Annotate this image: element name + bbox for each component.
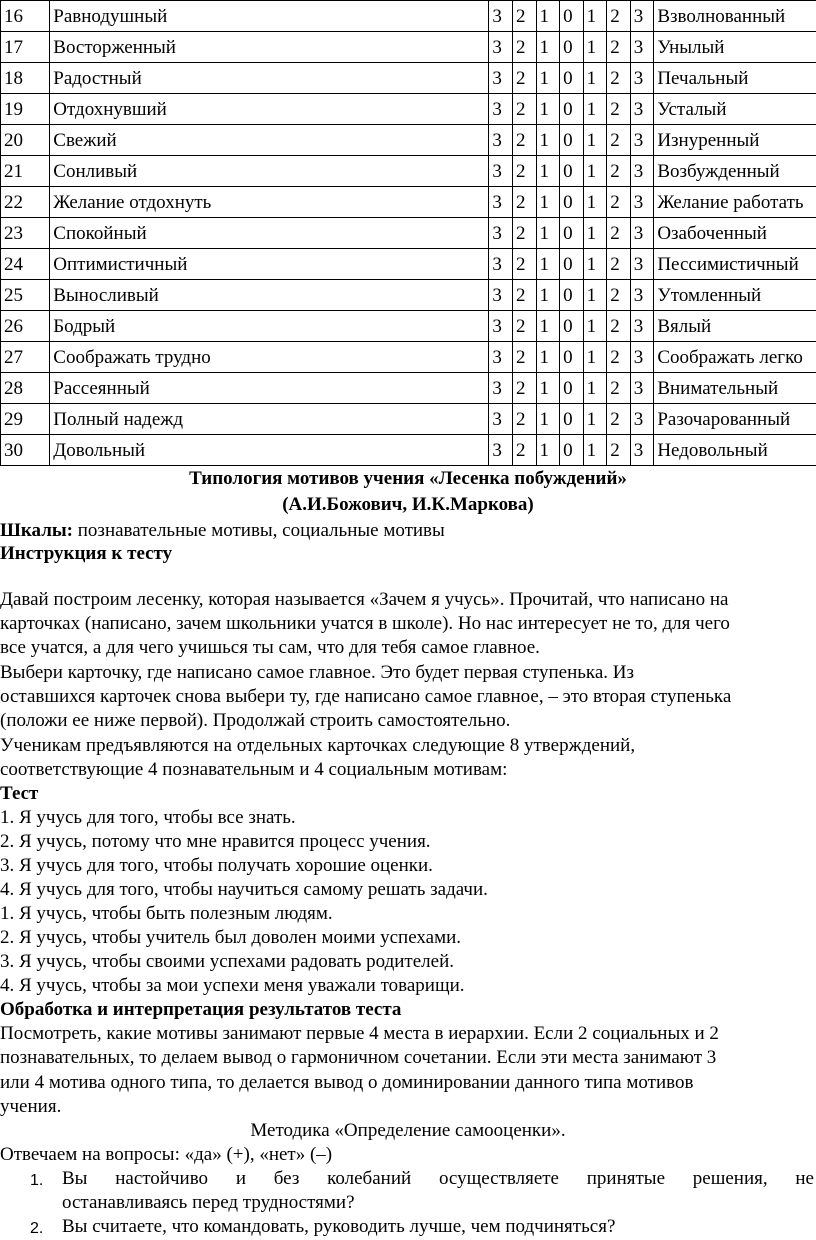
row-number: 27 (1, 342, 50, 373)
scale-score: 3 (630, 373, 654, 404)
scale-row (1, 373, 816, 404)
left-adjective: Соображать трудно (50, 342, 489, 373)
scale-score: 3 (489, 373, 513, 404)
scale-score: 0 (560, 94, 584, 125)
scale-score: 2 (607, 218, 631, 249)
scale-score: 3 (489, 63, 513, 94)
scale-score: 1 (583, 94, 607, 125)
scale-score: 3 (630, 156, 654, 187)
section-authors: (А.И.Божович, И.К.Маркова) (282, 494, 534, 515)
scale-score: 0 (560, 1, 584, 32)
scale-score: 3 (489, 1, 513, 32)
scale-score: 1 (536, 187, 560, 218)
scale-score: 1 (536, 1, 560, 32)
right-adjective: Вялый (654, 311, 816, 342)
scales-label: Шкалы: (0, 520, 74, 541)
test-item: 2. Я учусь, потому что мне нравится процесс учения. (0, 831, 431, 852)
scale-score: 1 (536, 63, 560, 94)
right-adjective: Утомленный (654, 280, 816, 311)
left-adjective: Бодрый (50, 311, 489, 342)
scale-row (1, 280, 816, 311)
question-number: 1. (30, 1172, 44, 1189)
scale-score: 0 (560, 249, 584, 280)
right-adjective: Печальный (654, 63, 816, 94)
right-adjective: Унылый (654, 32, 816, 63)
row-number: 22 (1, 187, 50, 218)
scale-score: 3 (489, 404, 513, 435)
instruction-line: карточках (написано, зачем школьники учатся в школе). Но нас интересует не то, для чего (0, 613, 730, 634)
scales-line (0, 519, 445, 542)
scale-score: 1 (583, 342, 607, 373)
scale-score: 1 (583, 63, 607, 94)
scale-row (1, 125, 816, 156)
answer-instruction: Отвечаем на вопросы: «да» (+), «нет» (–) (0, 1144, 333, 1165)
scale-score: 2 (607, 311, 631, 342)
instruction-line: все учатся, а для чего учишься ты сам, что для тебя самое главное. (0, 637, 540, 658)
scale-score: 1 (583, 156, 607, 187)
left-adjective: Радостный (50, 63, 489, 94)
scale-row (1, 32, 816, 63)
scale-score: 3 (489, 249, 513, 280)
scale-score: 0 (560, 187, 584, 218)
scale-score: 3 (630, 249, 654, 280)
scale-score: 2 (512, 435, 536, 466)
scale-score: 1 (583, 311, 607, 342)
scale-score: 1 (536, 32, 560, 63)
scale-score: 2 (512, 32, 536, 63)
scale-row (1, 311, 816, 342)
processing-line: или 4 мотива одного типа, то делается вывод о доминировании данного типа мотивов (0, 1072, 694, 1093)
scale-score: 1 (536, 218, 560, 249)
scale-score: 2 (512, 125, 536, 156)
scale-score: 3 (630, 218, 654, 249)
question-number: 2. (30, 1220, 44, 1237)
scale-score: 3 (630, 280, 654, 311)
scale-score: 2 (607, 94, 631, 125)
right-adjective: Изнуренный (654, 125, 816, 156)
scale-score: 1 (583, 249, 607, 280)
scale-score: 2 (512, 373, 536, 404)
scale-score: 3 (630, 125, 654, 156)
scale-score: 3 (489, 32, 513, 63)
scale-score: 3 (489, 311, 513, 342)
right-adjective: Пессимистичный (654, 249, 816, 280)
row-number: 18 (1, 63, 50, 94)
question-text: Вы настойчиво и без колебаний осуществляете принятые решения, не (62, 1168, 814, 1189)
test-item: 1. Я учусь, чтобы быть полезным людям. (0, 903, 333, 924)
right-adjective: Внимательный (654, 373, 816, 404)
scale-score: 1 (536, 342, 560, 373)
row-number: 26 (1, 311, 50, 342)
left-adjective: Спокойный (50, 218, 489, 249)
scale-score: 1 (583, 125, 607, 156)
scale-score: 2 (512, 280, 536, 311)
scale-row (1, 404, 816, 435)
question-text-cont: останавливаясь перед трудностями? (62, 1192, 355, 1213)
scale-score: 2 (607, 187, 631, 218)
scale-score: 1 (536, 94, 560, 125)
scale-score: 2 (607, 63, 631, 94)
scale-score: 3 (630, 311, 654, 342)
test-item: 4. Я учусь для того, чтобы научиться самому решать задачи. (0, 879, 488, 900)
instruction-line: (положи ее ниже первой). Продолжай строить самостоятельно. (0, 710, 511, 731)
scale-score: 1 (583, 373, 607, 404)
scale-score: 0 (560, 156, 584, 187)
scale-score: 1 (536, 280, 560, 311)
scale-score: 3 (630, 435, 654, 466)
scale-score: 3 (489, 280, 513, 311)
scale-score: 3 (489, 94, 513, 125)
method-title: Методика «Определение самооценки». (250, 1120, 566, 1141)
left-adjective: Желание отдохнуть (50, 187, 489, 218)
instruction-line: соответствующие 4 познавательным и 4 социальным мотивам: (0, 759, 508, 780)
scale-score: 2 (512, 342, 536, 373)
scale-score: 0 (560, 125, 584, 156)
right-adjective: Усталый (654, 94, 816, 125)
scale-row (1, 94, 816, 125)
scale-score: 2 (607, 435, 631, 466)
scale-score: 2 (512, 311, 536, 342)
scale-score: 1 (583, 404, 607, 435)
scale-table-body (1, 1, 816, 466)
scale-score: 1 (536, 249, 560, 280)
scale-score: 1 (536, 156, 560, 187)
scale-score: 2 (607, 373, 631, 404)
scales-text: познавательные мотивы, социальные мотивы (73, 520, 445, 541)
scale-score: 0 (560, 218, 584, 249)
scale-row (1, 249, 816, 280)
scale-score: 2 (607, 32, 631, 63)
scale-score: 2 (607, 342, 631, 373)
scale-score: 2 (607, 156, 631, 187)
scale-score: 3 (489, 342, 513, 373)
row-number: 17 (1, 32, 50, 63)
scale-score: 2 (512, 63, 536, 94)
left-adjective: Довольный (50, 435, 489, 466)
scale-row (1, 156, 816, 187)
scale-row (1, 1, 816, 32)
scale-score: 3 (630, 63, 654, 94)
scale-score: 1 (536, 373, 560, 404)
row-number: 21 (1, 156, 50, 187)
scale-score: 1 (536, 435, 560, 466)
left-adjective: Отдохнувший (50, 94, 489, 125)
scale-score: 2 (607, 125, 631, 156)
left-adjective: Оптимистичный (50, 249, 489, 280)
scale-score: 1 (536, 311, 560, 342)
right-adjective: Взволнованный (654, 1, 816, 32)
row-number: 25 (1, 280, 50, 311)
left-adjective: Восторженный (50, 32, 489, 63)
scale-score: 0 (560, 32, 584, 63)
scale-score: 3 (630, 342, 654, 373)
scale-score: 0 (560, 373, 584, 404)
scale-score: 0 (560, 280, 584, 311)
scale-score: 2 (512, 218, 536, 249)
left-adjective: Полный надежд (50, 404, 489, 435)
processing-line: учения. (0, 1096, 62, 1117)
scale-score: 2 (607, 249, 631, 280)
right-adjective: Возбужденный (654, 156, 816, 187)
scale-score: 1 (583, 32, 607, 63)
scale-score: 0 (560, 435, 584, 466)
row-number: 24 (1, 249, 50, 280)
scale-score: 1 (583, 435, 607, 466)
row-number: 16 (1, 1, 50, 32)
scale-score: 2 (512, 1, 536, 32)
scale-score: 3 (630, 32, 654, 63)
scale-score: 1 (536, 125, 560, 156)
scale-score: 3 (630, 187, 654, 218)
row-number: 28 (1, 373, 50, 404)
scale-score: 0 (560, 342, 584, 373)
scale-score: 3 (489, 187, 513, 218)
instruction-line: оставшихся карточек снова выбери ту, где написано самое главное, – это вторая ступенька (0, 686, 732, 707)
instruction-line: Выбери карточку, где написано самое главное. Это будет первая ступенька. Из (0, 662, 635, 683)
processing-line: Посмотреть, какие мотивы занимают первые 4 места в иерархии. Если 2 социальных и 2 (0, 1023, 719, 1044)
scale-score: 0 (560, 404, 584, 435)
test-item: 3. Я учусь, чтобы своими успехами радовать родителей. (0, 951, 454, 972)
scale-row (1, 63, 816, 94)
test-item: 3. Я учусь для того, чтобы получать хорошие оценки. (0, 855, 433, 876)
left-adjective: Сонливый (50, 156, 489, 187)
scale-score: 0 (560, 311, 584, 342)
left-adjective: Свежий (50, 125, 489, 156)
row-number: 19 (1, 94, 50, 125)
scale-row (1, 342, 816, 373)
scale-score: 2 (607, 280, 631, 311)
right-adjective: Соображать легко (654, 342, 816, 373)
processing-line: познавательных, то делаем вывод о гармоничном сочетании. Если эти места занимают 3 (0, 1047, 717, 1068)
scale-score: 3 (630, 404, 654, 435)
scale-score: 3 (489, 218, 513, 249)
row-number: 30 (1, 435, 50, 466)
scale-score: 1 (583, 187, 607, 218)
scale-row (1, 218, 816, 249)
left-adjective: Равнодушный (50, 1, 489, 32)
scale-score: 2 (512, 187, 536, 218)
scale-score: 1 (583, 218, 607, 249)
processing-heading: Обработка и интерпретация результатов теста (0, 999, 402, 1020)
row-number: 20 (1, 125, 50, 156)
test-item: 1. Я учусь для того, чтобы все знать. (0, 807, 296, 828)
scale-score: 0 (560, 63, 584, 94)
left-adjective: Выносливый (50, 280, 489, 311)
scale-score: 2 (512, 156, 536, 187)
self-assessment-scale-table (0, 0, 816, 466)
row-number: 23 (1, 218, 50, 249)
left-adjective: Рассеянный (50, 373, 489, 404)
instruction-heading: Инструкция к тесту (0, 543, 173, 564)
test-heading: Тест (0, 783, 39, 804)
question-text: Вы считаете, что командовать, руководить лучше, чем подчиняться? (62, 1216, 616, 1237)
scale-score: 2 (512, 94, 536, 125)
scale-score: 3 (630, 94, 654, 125)
scale-row (1, 187, 816, 218)
right-adjective: Недовольный (654, 435, 816, 466)
scale-score: 1 (536, 404, 560, 435)
section-title: Типология мотивов учения «Лесенка побуждений» (189, 468, 627, 489)
scale-score: 3 (489, 435, 513, 466)
scale-score: 3 (489, 125, 513, 156)
scale-score: 1 (583, 1, 607, 32)
scale-row (1, 435, 816, 466)
right-adjective: Разочарованный (654, 404, 816, 435)
scale-score: 2 (512, 404, 536, 435)
right-adjective: Озабоченный (654, 218, 816, 249)
scale-score: 2 (607, 1, 631, 32)
scale-score: 2 (607, 404, 631, 435)
scale-score: 1 (583, 280, 607, 311)
row-number: 29 (1, 404, 50, 435)
test-item: 2. Я учусь, чтобы учитель был доволен моими успехами. (0, 927, 462, 948)
instruction-line: Давай построим лесенку, которая называется «Зачем я учусь». Прочитай, что написано на (0, 589, 729, 610)
scale-score: 3 (630, 1, 654, 32)
scale-score: 3 (489, 156, 513, 187)
test-item: 4. Я учусь, чтобы за мои успехи меня уважали товарищи. (0, 975, 465, 996)
scale-score: 2 (512, 249, 536, 280)
instruction-line: Ученикам предъявляются на отдельных карточках следующие 8 утверждений, (0, 735, 636, 756)
right-adjective: Желание работать (654, 187, 816, 218)
